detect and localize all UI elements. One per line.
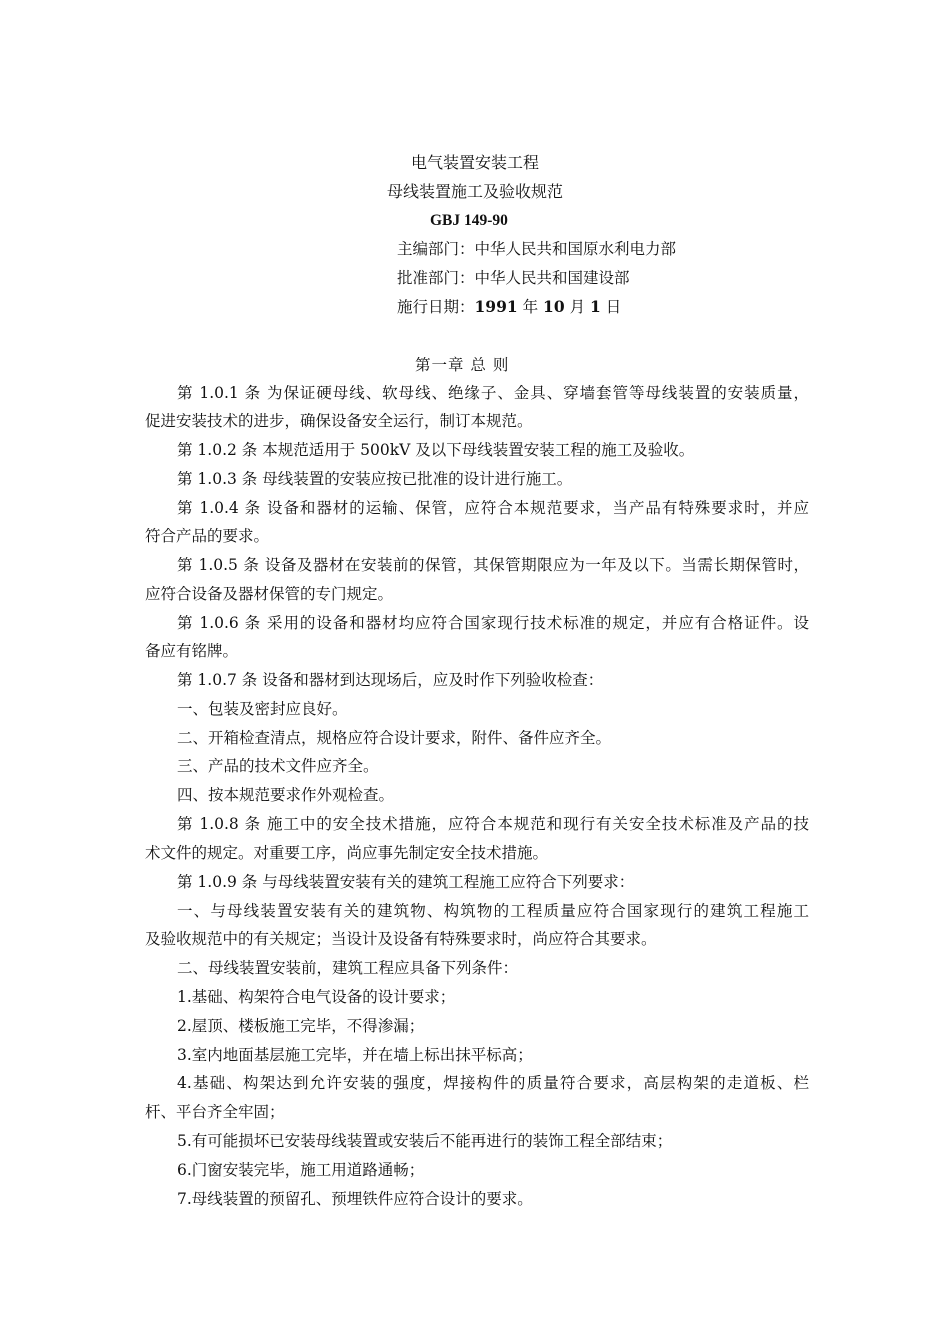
condition-4-line-2: 杆、平台齐全牢固； bbox=[145, 1103, 285, 1121]
editor-label: 主编部门： bbox=[397, 240, 475, 258]
title-line-1: 电气装置安装工程 bbox=[410, 153, 539, 172]
article-1-0-6-line-2: 备应有铭牌。 bbox=[145, 642, 239, 660]
condition-2: 2.屋顶、楼板施工完毕，不得渗漏； bbox=[177, 1017, 425, 1035]
date-year: 1991 bbox=[474, 297, 518, 316]
date-day: 1 bbox=[590, 297, 601, 316]
article-1-0-4-line-2: 符合产品的要求。 bbox=[145, 527, 270, 545]
condition-4-line-1: 4.基础、构架达到允许安装的强度，焊接构件的质量符合要求，高层构架的走道板、栏 bbox=[177, 1074, 809, 1092]
article-1-0-7-item-4: 四、按本规范要求作外观检查。 bbox=[177, 786, 395, 804]
article-1-0-1-line-2: 促进安装技术的进步，确保设备安全运行，制订本规范。 bbox=[145, 412, 533, 430]
article-1-0-9: 第 1.0.9 条 与母线装置安装有关的建筑工程施工应符合下列要求： bbox=[177, 873, 635, 891]
editor-value: 中华人民共和国原水利电力部 bbox=[474, 240, 677, 258]
article-1-0-9-item-1-line-2: 及验收规范中的有关规定；当设计及设备有特殊要求时，尚应符合其要求。 bbox=[145, 930, 657, 948]
approver-value: 中华人民共和国建设部 bbox=[474, 269, 630, 287]
article-1-0-4-line-1: 第 1.0.4 条 设备和器材的运输、保管，应符合本规范要求，当产品有特殊要求时，并应 bbox=[177, 499, 809, 517]
article-1-0-9-item-2: 二、母线装置安装前，建筑工程应具备下列条件： bbox=[177, 959, 519, 977]
title-line-2: 母线装置施工及验收规范 bbox=[386, 182, 563, 201]
editor-dept bbox=[397, 239, 676, 259]
date-month: 10 bbox=[543, 297, 565, 316]
condition-5: 5.有可能损坏已安装母线装置或安装后不能再进行的装饰工程全部结束； bbox=[177, 1132, 673, 1150]
article-1-0-3: 第 1.0.3 条 母线装置的安装应按已批准的设计进行施工。 bbox=[177, 470, 573, 488]
effective-date bbox=[397, 297, 621, 317]
article-1-0-7-item-2: 二、开箱检查清点，规格应符合设计要求，附件、备件应齐全。 bbox=[177, 729, 612, 747]
date-month-unit: 月 bbox=[569, 298, 586, 316]
condition-3: 3.室内地面基层施工完毕，并在墙上标出抹平标高； bbox=[177, 1046, 533, 1064]
article-1-0-6-line-1: 第 1.0.6 条 采用的设备和器材均应符合国家现行技术标准的规定，并应有合格证件。设 bbox=[177, 614, 809, 632]
condition-7: 7.母线装置的预留孔、预埋铁件应符合设计的要求。 bbox=[177, 1190, 533, 1208]
article-1-0-7-item-3: 三、产品的技术文件应齐全。 bbox=[177, 757, 379, 775]
standard-code: GBJ 149-90 bbox=[430, 212, 508, 229]
approver-dept bbox=[397, 268, 630, 288]
date-year-unit: 年 bbox=[522, 298, 539, 316]
article-1-0-5-line-2: 应符合设备及器材保管的专门规定。 bbox=[145, 585, 394, 603]
condition-1: 1.基础、构架符合电气设备的设计要求； bbox=[177, 988, 456, 1006]
article-1-0-7-item-1: 一、包装及密封应良好。 bbox=[177, 700, 348, 718]
article-1-0-2: 第 1.0.2 条 本规范适用于 500kV 及以下母线装置安装工程的施工及验收。 bbox=[177, 441, 695, 459]
article-1-0-5-line-1: 第 1.0.5 条 设备及器材在安装前的保管，其保管期限应为一年及以下。当需长期保管时， bbox=[177, 556, 809, 574]
article-1-0-9-item-1-line-1: 一、与母线装置安装有关的建筑物、构筑物的工程质量应符合国家现行的建筑工程施工 bbox=[177, 902, 809, 920]
date-label: 施行日期： bbox=[397, 298, 475, 316]
condition-6: 6.门窗安装完毕，施工用道路通畅； bbox=[177, 1161, 425, 1179]
article-1-0-8-line-1: 第 1.0.8 条 施工中的安全技术措施，应符合本规范和现行有关安全技术标准及产品的技 bbox=[177, 815, 809, 833]
date-day-unit: 日 bbox=[605, 298, 622, 316]
approver-label: 批准部门： bbox=[397, 269, 475, 287]
article-1-0-1-line-1: 第 1.0.1 条 为保证硬母线、软母线、绝缘子、金具、穿墙套管等母线装置的安装质量， bbox=[177, 384, 809, 402]
article-1-0-8-line-2: 术文件的规定。对重要工序，尚应事先制定安全技术措施。 bbox=[145, 844, 549, 862]
article-1-0-7: 第 1.0.7 条 设备和器材到达现场后，应及时作下列验收检查： bbox=[177, 671, 604, 689]
chapter-heading: 第一章 总 则 bbox=[415, 356, 510, 374]
